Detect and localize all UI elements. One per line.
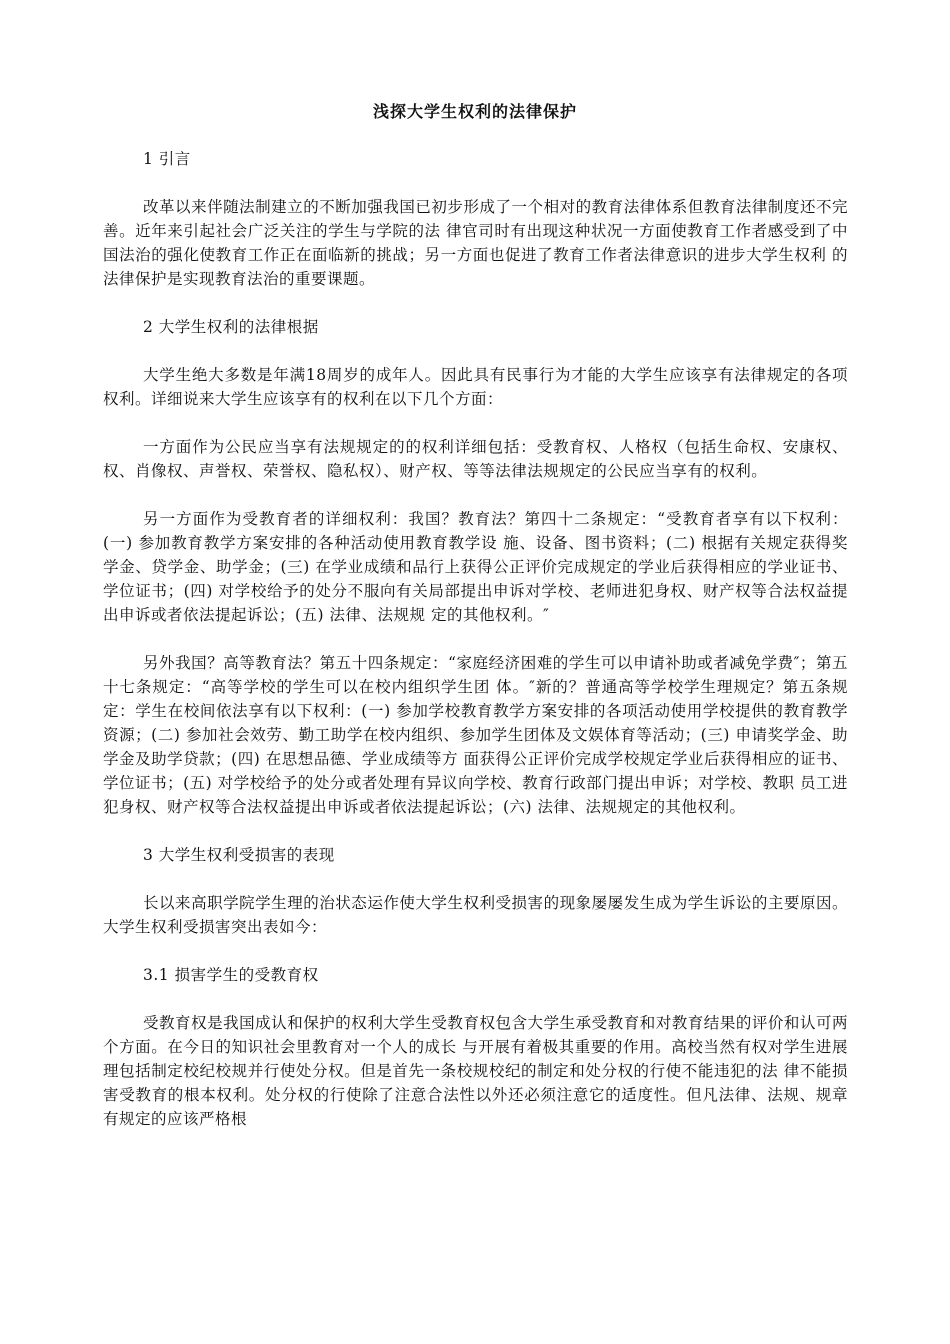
paragraph: 另一方面作为受教育者的详细权利：我国？教育法？第四十二条规定：“受教育者享有以下权利：(一) 参加教育教学方案安排的各种活动使用教育教学设 施、设备、图书资料；(二) 根据有关规定获得奖学金、贷学金、助学金；(三) 在学业成绩和品行上获得公正评价完成规定的学业后获得相应的学业证书、 学位证书；(四) 对学校给予的处分不服向有关局部提出申诉对学校、老师进犯身权、财产权等合法权益提出申诉或者依法提起诉讼；(五) 法律、法规规 定的其他权利。″ [103,510,848,624]
subsection-heading: 3.1 损害学生的受教育权 [143,966,319,984]
section-heading: 3 大学生权利受损害的表现 [143,846,335,864]
page-title: 浅探大学生权利的法律保护 [372,102,577,121]
paragraph: 大学生绝大多数是年满18周岁的成年人。因此具有民事行为才能的大学生应该享有法律规定的各项权利。详细说来大学生应该享有的权利在以下几个方面： [103,366,848,408]
paragraph: 长以来高职学院学生理的治状态运作使大学生权利受损害的现象屡屡发生成为学生诉讼的主要原因。大学生权利受损害突出表如今： [103,894,848,936]
paragraph: 改革以来伴随法制建立的不断加强我国已初步形成了一个相对的教育法律体系但教育法律制度还不完善。近年来引起社会广泛关注的学生与学院的法 律官司时有出现这种状况一方面使教育工作者感受到了中国法治的强化使教育工作正在面临新的挑战；另一方面也促进了教育工作者法律意识的进步大学生权利 的法律保护是实现教育法治的重要课题。 [103,198,848,288]
paragraph: 另外我国？高等教育法？第五十四条规定：“家庭经济困难的学生可以申请补助或者减免学费″；第五十七条规定：“高等学校的学生可以在校内组织学生团 体。″新的？普通高等学校学生理规定？第五条规定：学生在校间依法享有以下权利：(一) 参加学校教育教学方案安排的各项活动使用学校提供的教育教学 资源；(二) 参加社会效劳、勤工助学在校内组织、参加学生团体及文娱体育等活动；(三) 申请奖学金、助学金及助学贷款；(四) 在思想品德、学业成绩等方 面获得公正评价完成学校规定学业后获得相应的证书、学位证书；(五) 对学校给予的处分或者处理有异议向学校、教育行政部门提出申诉；对学校、教职 员工进犯身权、财产权等合法权益提出申诉或者依法提起诉讼；(六) 法律、法规规定的其他权利。 [103,654,848,816]
paragraph: 一方面作为公民应当享有法规规定的的权利详细包括：受教育权、人格权（包括生命权、安康权、权、肖像权、声誉权、荣誉权、隐私权）、财产权、等等法律法规规定的公民应当享有的权利。 [103,438,848,480]
section-heading: 1 引言 [143,150,191,168]
document-body [103,147,848,1155]
section-heading: 2 大学生权利的法律根据 [143,318,319,336]
paragraph: 受教育权是我国成认和保护的权利大学生受教育权包含大学生承受教育和对教育结果的评价和认可两个方面。在今日的知识社会里教育对一个人的成长 与开展有着极其重要的作用。高校当然有权对学生进展理包括制定校纪校规并行使处分权。但是首先一条校规校纪的制定和处分权的行使不能违犯的法 律不能损害受教育的根本权利。处分权的行使除了注意合法性以外还必须注意它的适度性。但凡法律、法规、规章有规定的应该严格根 [103,1014,848,1128]
